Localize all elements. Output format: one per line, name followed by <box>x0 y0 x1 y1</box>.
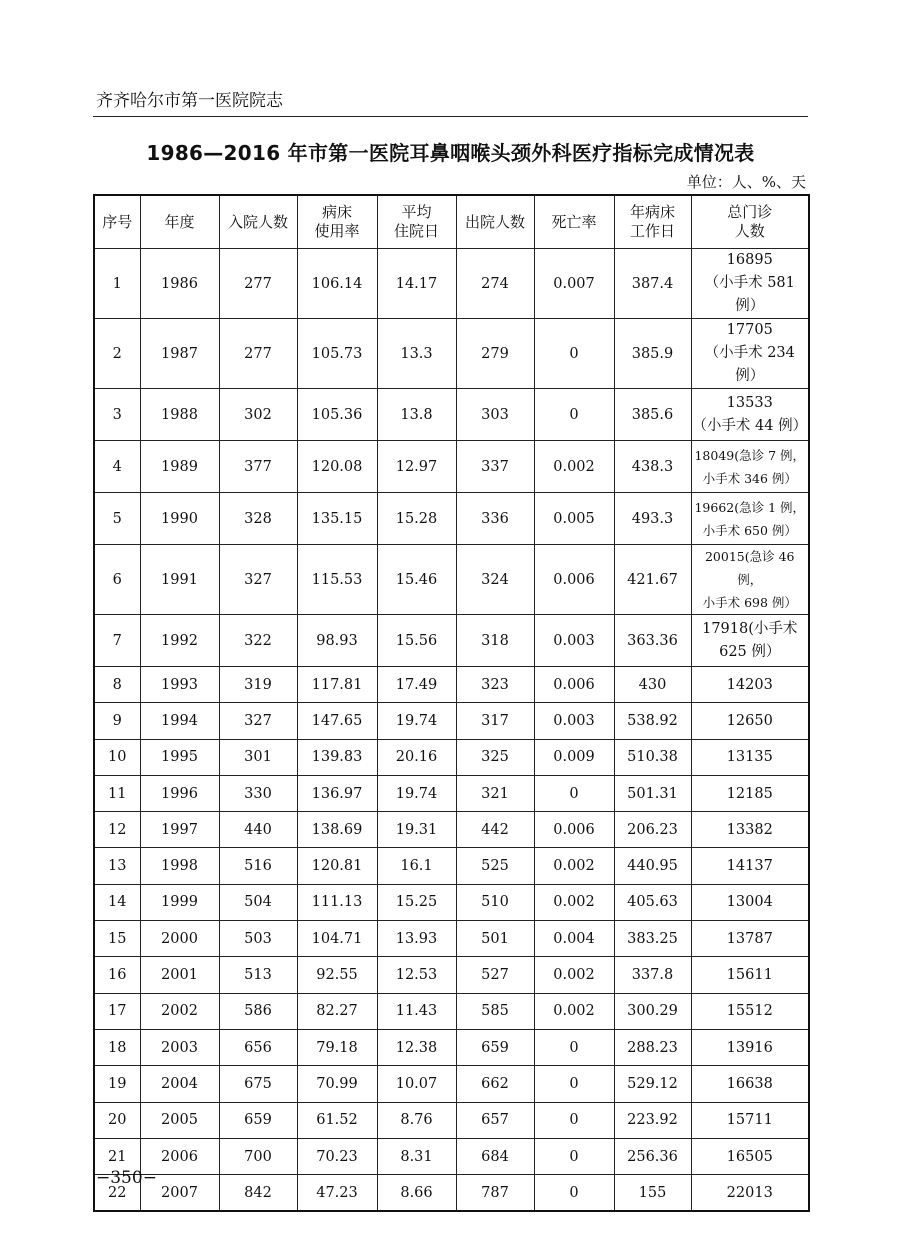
cell-outpatient: 13135 <box>691 739 809 775</box>
cell-outpatient: 13916 <box>691 1029 809 1065</box>
cell-discharges: 325 <box>456 739 534 775</box>
cell-bed-days: 385.6 <box>614 389 691 441</box>
header-discharges: 出院人数 <box>456 195 534 249</box>
cell-seq: 21 <box>94 1138 140 1174</box>
outpatient-line: 625 例） <box>719 643 781 660</box>
cell-avg-stay: 10.07 <box>377 1066 456 1102</box>
cell-bed-use: 70.99 <box>297 1066 377 1102</box>
cell-bed-days: 385.9 <box>614 319 691 389</box>
cell-discharges: 318 <box>456 615 534 667</box>
cell-discharges: 662 <box>456 1066 534 1102</box>
cell-seq: 18 <box>94 1029 140 1065</box>
cell-bed-use: 111.13 <box>297 884 377 920</box>
outpatient-line: 13533 <box>726 394 773 411</box>
table-row <box>94 739 809 775</box>
cell-bed-use: 47.23 <box>297 1175 377 1212</box>
cell-mortality: 0.002 <box>534 993 614 1029</box>
cell-outpatient: 16638 <box>691 1066 809 1102</box>
cell-bed-days: 538.92 <box>614 703 691 739</box>
outpatient-line: （小手术 234 例） <box>704 345 795 384</box>
cell-admissions: 330 <box>219 775 297 811</box>
table-row <box>94 389 809 441</box>
outpatient-line: 16895 <box>726 252 773 268</box>
cell-bed-use: 147.65 <box>297 703 377 739</box>
table-row <box>94 884 809 920</box>
cell-mortality: 0.002 <box>534 884 614 920</box>
cell-mortality: 0.006 <box>534 667 614 703</box>
cell-avg-stay: 15.46 <box>377 545 456 615</box>
cell-admissions: 513 <box>219 957 297 993</box>
cell-admissions: 277 <box>219 249 297 319</box>
cell-seq: 1 <box>94 249 140 319</box>
table-row <box>94 812 809 848</box>
cell-outpatient: 12185 <box>691 775 809 811</box>
cell-bed-days: 383.25 <box>614 921 691 957</box>
table-row <box>94 1102 809 1138</box>
header-rule <box>93 116 808 117</box>
cell-outpatient <box>691 615 809 667</box>
cell-year: 1995 <box>140 739 219 775</box>
cell-outpatient <box>691 389 809 441</box>
cell-seq: 17 <box>94 993 140 1029</box>
cell-avg-stay: 13.93 <box>377 921 456 957</box>
cell-discharges: 501 <box>456 921 534 957</box>
cell-avg-stay: 12.53 <box>377 957 456 993</box>
cell-bed-days: 493.3 <box>614 493 691 545</box>
cell-bed-days: 337.8 <box>614 957 691 993</box>
cell-bed-days: 387.4 <box>614 249 691 319</box>
cell-bed-use: 98.93 <box>297 615 377 667</box>
cell-year: 1998 <box>140 848 219 884</box>
cell-avg-stay: 19.31 <box>377 812 456 848</box>
cell-outpatient: 15611 <box>691 957 809 993</box>
cell-outpatient: 16505 <box>691 1138 809 1174</box>
header-admissions: 入院人数 <box>219 195 297 249</box>
cell-avg-stay: 15.28 <box>377 493 456 545</box>
header-year: 年度 <box>140 195 219 249</box>
cell-seq: 20 <box>94 1102 140 1138</box>
cell-bed-use: 120.08 <box>297 441 377 493</box>
statistics-table <box>93 194 810 1212</box>
cell-outpatient: 15711 <box>691 1102 809 1138</box>
cell-bed-days: 405.63 <box>614 884 691 920</box>
cell-mortality: 0 <box>534 1138 614 1174</box>
cell-mortality: 0.002 <box>534 441 614 493</box>
table-row <box>94 319 809 389</box>
outpatient-line: 17918(小手术 <box>702 620 798 637</box>
cell-bed-days: 501.31 <box>614 775 691 811</box>
outpatient-line: 小手术 698 例） <box>702 595 797 610</box>
cell-discharges: 274 <box>456 249 534 319</box>
outpatient-line: （小手术 581 例） <box>704 275 795 314</box>
table-row <box>94 249 809 319</box>
cell-seq: 5 <box>94 493 140 545</box>
cell-discharges: 787 <box>456 1175 534 1212</box>
cell-discharges: 317 <box>456 703 534 739</box>
cell-bed-use: 115.53 <box>297 545 377 615</box>
outpatient-line: 17705 <box>726 322 773 338</box>
cell-outpatient: 22013 <box>691 1175 809 1212</box>
cell-seq: 15 <box>94 921 140 957</box>
table-row <box>94 775 809 811</box>
table-row <box>94 848 809 884</box>
cell-discharges: 279 <box>456 319 534 389</box>
cell-bed-use: 135.15 <box>297 493 377 545</box>
cell-avg-stay: 8.76 <box>377 1102 456 1138</box>
cell-year: 1999 <box>140 884 219 920</box>
cell-discharges: 321 <box>456 775 534 811</box>
cell-bed-use: 139.83 <box>297 739 377 775</box>
cell-mortality: 0 <box>534 319 614 389</box>
cell-mortality: 0.003 <box>534 703 614 739</box>
cell-year: 2006 <box>140 1138 219 1174</box>
cell-bed-days: 288.23 <box>614 1029 691 1065</box>
cell-avg-stay: 17.49 <box>377 667 456 703</box>
cell-mortality: 0 <box>534 1175 614 1212</box>
cell-avg-stay: 15.56 <box>377 615 456 667</box>
cell-outpatient <box>691 441 809 493</box>
table-row <box>94 921 809 957</box>
cell-avg-stay: 19.74 <box>377 703 456 739</box>
outpatient-line: 19662(急诊 1 例， <box>694 499 806 515</box>
cell-avg-stay: 11.43 <box>377 993 456 1029</box>
table-row <box>94 1138 809 1174</box>
cell-mortality: 0 <box>534 389 614 441</box>
cell-year: 1989 <box>140 441 219 493</box>
table-row <box>94 545 809 615</box>
cell-outpatient: 13787 <box>691 921 809 957</box>
running-head: 齐齐哈尔市第一医院院志 <box>96 91 283 111</box>
cell-mortality: 0 <box>534 1029 614 1065</box>
table-row <box>94 615 809 667</box>
cell-seq: 6 <box>94 545 140 615</box>
cell-seq: 2 <box>94 319 140 389</box>
table-row <box>94 667 809 703</box>
outpatient-line: 小手术 650 例） <box>702 522 797 538</box>
table-row <box>94 993 809 1029</box>
header-row <box>94 195 809 249</box>
cell-mortality: 0.002 <box>534 848 614 884</box>
header-bed-days: 年病床 工作日 <box>614 195 691 249</box>
cell-seq: 4 <box>94 441 140 493</box>
cell-year: 2004 <box>140 1066 219 1102</box>
header-bed-use: 病床 使用率 <box>297 195 377 249</box>
cell-admissions: 503 <box>219 921 297 957</box>
cell-mortality: 0.006 <box>534 545 614 615</box>
cell-bed-use: 104.71 <box>297 921 377 957</box>
cell-admissions: 842 <box>219 1175 297 1212</box>
cell-mortality: 0.005 <box>534 493 614 545</box>
cell-admissions: 328 <box>219 493 297 545</box>
cell-year: 1988 <box>140 389 219 441</box>
cell-year: 2001 <box>140 957 219 993</box>
table-row <box>94 441 809 493</box>
cell-avg-stay: 14.17 <box>377 249 456 319</box>
table-title: 1986—2016 年市第一医院耳鼻咽喉头颈外科医疗指标完成情况表 <box>146 141 755 165</box>
cell-discharges: 585 <box>456 993 534 1029</box>
header-seq: 序号 <box>94 195 140 249</box>
cell-bed-days: 206.23 <box>614 812 691 848</box>
outpatient-line: 小手术 346 例） <box>702 470 797 486</box>
cell-year: 1994 <box>140 703 219 739</box>
table-row <box>94 1066 809 1102</box>
cell-discharges: 303 <box>456 389 534 441</box>
cell-outpatient: 14137 <box>691 848 809 884</box>
cell-discharges: 659 <box>456 1029 534 1065</box>
cell-mortality: 0 <box>534 1066 614 1102</box>
cell-admissions: 675 <box>219 1066 297 1102</box>
cell-bed-days: 223.92 <box>614 1102 691 1138</box>
outpatient-line: （小手术 44 例） <box>692 417 808 434</box>
cell-outpatient <box>691 249 809 319</box>
cell-discharges: 323 <box>456 667 534 703</box>
cell-avg-stay: 12.97 <box>377 441 456 493</box>
header-avg-stay: 平均 住院日 <box>377 195 456 249</box>
cell-year: 1996 <box>140 775 219 811</box>
cell-outpatient: 13382 <box>691 812 809 848</box>
cell-outpatient <box>691 319 809 389</box>
cell-admissions: 302 <box>219 389 297 441</box>
cell-outpatient: 14203 <box>691 667 809 703</box>
cell-discharges: 525 <box>456 848 534 884</box>
cell-mortality: 0.003 <box>534 615 614 667</box>
header-mortality: 死亡率 <box>534 195 614 249</box>
cell-mortality: 0.007 <box>534 249 614 319</box>
cell-discharges: 527 <box>456 957 534 993</box>
cell-bed-use: 105.73 <box>297 319 377 389</box>
cell-seq: 16 <box>94 957 140 993</box>
cell-avg-stay: 8.31 <box>377 1138 456 1174</box>
cell-bed-days: 529.12 <box>614 1066 691 1102</box>
cell-mortality: 0.006 <box>534 812 614 848</box>
cell-year: 2003 <box>140 1029 219 1065</box>
cell-discharges: 337 <box>456 441 534 493</box>
cell-admissions: 504 <box>219 884 297 920</box>
cell-year: 2007 <box>140 1175 219 1212</box>
cell-seq: 8 <box>94 667 140 703</box>
cell-avg-stay: 12.38 <box>377 1029 456 1065</box>
cell-bed-use: 79.18 <box>297 1029 377 1065</box>
cell-discharges: 657 <box>456 1102 534 1138</box>
cell-admissions: 440 <box>219 812 297 848</box>
cell-bed-use: 138.69 <box>297 812 377 848</box>
cell-year: 1987 <box>140 319 219 389</box>
cell-mortality: 0 <box>534 1102 614 1138</box>
cell-bed-use: 92.55 <box>297 957 377 993</box>
cell-discharges: 324 <box>456 545 534 615</box>
cell-avg-stay: 20.16 <box>377 739 456 775</box>
cell-avg-stay: 13.8 <box>377 389 456 441</box>
cell-bed-use: 106.14 <box>297 249 377 319</box>
cell-admissions: 656 <box>219 1029 297 1065</box>
outpatient-line: 20015(急诊 46 例， <box>704 549 795 587</box>
cell-bed-use: 82.27 <box>297 993 377 1029</box>
cell-year: 1986 <box>140 249 219 319</box>
cell-seq: 12 <box>94 812 140 848</box>
cell-outpatient <box>691 545 809 615</box>
cell-avg-stay: 15.25 <box>377 884 456 920</box>
cell-outpatient: 12650 <box>691 703 809 739</box>
cell-bed-days: 363.36 <box>614 615 691 667</box>
cell-bed-use: 70.23 <box>297 1138 377 1174</box>
outpatient-line: 18049(急诊 7 例， <box>694 447 806 463</box>
cell-discharges: 336 <box>456 493 534 545</box>
table-row <box>94 1175 809 1212</box>
cell-discharges: 442 <box>456 812 534 848</box>
table-row <box>94 703 809 739</box>
cell-avg-stay: 16.1 <box>377 848 456 884</box>
cell-admissions: 319 <box>219 667 297 703</box>
cell-bed-use: 117.81 <box>297 667 377 703</box>
cell-bed-days: 510.38 <box>614 739 691 775</box>
cell-bed-days: 155 <box>614 1175 691 1212</box>
cell-year: 2002 <box>140 993 219 1029</box>
cell-year: 1990 <box>140 493 219 545</box>
cell-mortality: 0.004 <box>534 921 614 957</box>
cell-discharges: 684 <box>456 1138 534 1174</box>
cell-seq: 19 <box>94 1066 140 1102</box>
cell-seq: 13 <box>94 848 140 884</box>
cell-bed-days: 256.36 <box>614 1138 691 1174</box>
cell-bed-days: 438.3 <box>614 441 691 493</box>
cell-bed-use: 105.36 <box>297 389 377 441</box>
cell-discharges: 510 <box>456 884 534 920</box>
cell-seq: 9 <box>94 703 140 739</box>
cell-year: 2005 <box>140 1102 219 1138</box>
cell-mortality: 0 <box>534 775 614 811</box>
cell-admissions: 516 <box>219 848 297 884</box>
cell-year: 1993 <box>140 667 219 703</box>
cell-bed-days: 430 <box>614 667 691 703</box>
cell-seq: 7 <box>94 615 140 667</box>
cell-admissions: 327 <box>219 545 297 615</box>
cell-outpatient: 15512 <box>691 993 809 1029</box>
table-row <box>94 1029 809 1065</box>
table-row <box>94 493 809 545</box>
cell-bed-days: 440.95 <box>614 848 691 884</box>
cell-bed-use: 61.52 <box>297 1102 377 1138</box>
cell-admissions: 277 <box>219 319 297 389</box>
cell-bed-use: 120.81 <box>297 848 377 884</box>
cell-admissions: 586 <box>219 993 297 1029</box>
cell-year: 1997 <box>140 812 219 848</box>
cell-admissions: 659 <box>219 1102 297 1138</box>
cell-bed-use: 136.97 <box>297 775 377 811</box>
cell-mortality: 0.002 <box>534 957 614 993</box>
cell-seq: 10 <box>94 739 140 775</box>
header-outpatient: 总门诊 人数 <box>691 195 809 249</box>
table-row <box>94 957 809 993</box>
cell-year: 2000 <box>140 921 219 957</box>
cell-seq: 3 <box>94 389 140 441</box>
cell-admissions: 322 <box>219 615 297 667</box>
cell-seq: 14 <box>94 884 140 920</box>
cell-admissions: 301 <box>219 739 297 775</box>
unit-note: 单位：人、%、天 <box>686 173 806 191</box>
cell-admissions: 700 <box>219 1138 297 1174</box>
cell-avg-stay: 19.74 <box>377 775 456 811</box>
cell-year: 1991 <box>140 545 219 615</box>
cell-mortality: 0.009 <box>534 739 614 775</box>
page-number: −350− <box>96 1168 157 1188</box>
cell-outpatient <box>691 493 809 545</box>
cell-outpatient: 13004 <box>691 884 809 920</box>
cell-bed-days: 300.29 <box>614 993 691 1029</box>
cell-seq: 22 <box>94 1175 140 1212</box>
cell-admissions: 327 <box>219 703 297 739</box>
cell-admissions: 377 <box>219 441 297 493</box>
cell-year: 1992 <box>140 615 219 667</box>
cell-avg-stay: 8.66 <box>377 1175 456 1212</box>
cell-avg-stay: 13.3 <box>377 319 456 389</box>
cell-bed-days: 421.67 <box>614 545 691 615</box>
cell-seq: 11 <box>94 775 140 811</box>
